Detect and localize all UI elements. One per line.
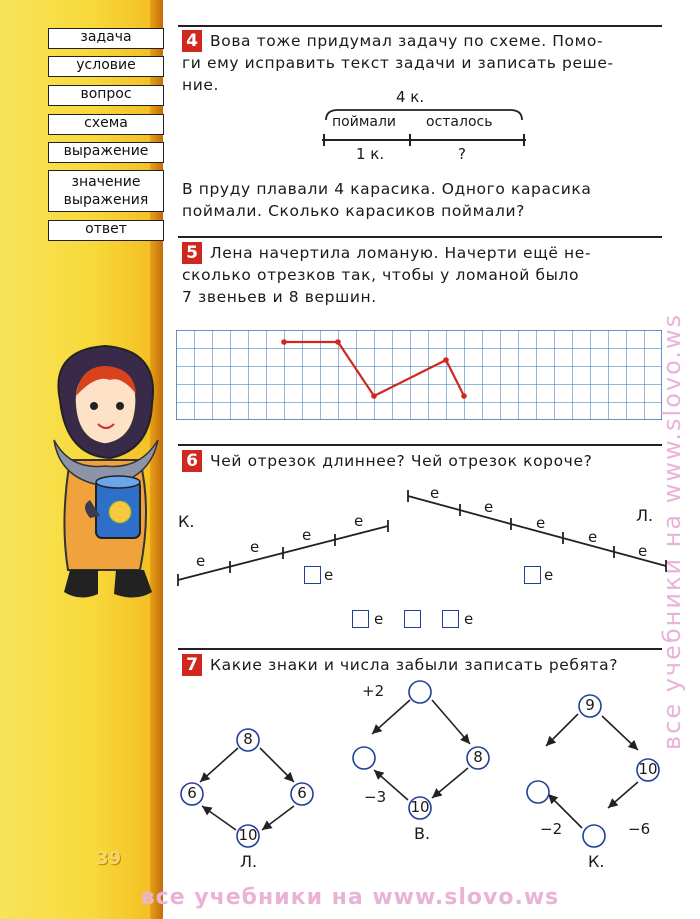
unit-label: е — [324, 566, 334, 584]
unit-label: е — [588, 528, 598, 546]
tab-uslovie: условие — [48, 56, 164, 77]
task5-number: 5 — [182, 242, 202, 264]
compare-box-2[interactable] — [442, 610, 459, 628]
task4-line1: Вова тоже придумал задачу по схеме. Помо- — [210, 32, 604, 50]
scheme-total: 4 к. — [396, 88, 425, 106]
tab-zadacha: задача — [48, 28, 164, 49]
rule-task6 — [178, 444, 662, 446]
task4-problem-line2: поймали. Сколько карасиков поймали? — [182, 202, 525, 220]
grid-polyline — [176, 330, 662, 420]
task5-line1: Лена начертила ломаную. Начерти ещё не- — [210, 244, 592, 262]
tab-vopros: вопрос — [48, 85, 164, 106]
task4-problem-line1: В пруду плавали 4 карасика. Одного карасика — [182, 180, 592, 198]
unit-label: е — [638, 542, 648, 560]
compare-sign-box[interactable] — [404, 610, 421, 628]
bottom-watermark: все учебники на www.slovo.ws — [140, 885, 560, 910]
unit-label: е — [430, 484, 440, 502]
task6-left-label: К. — [178, 512, 195, 531]
tab-vyrazhenie: выражение — [48, 142, 164, 163]
d3-bottom-arrow-right: −6 — [628, 820, 651, 838]
d2-top-arrow: +2 — [362, 682, 385, 700]
task4-number: 4 — [182, 30, 202, 52]
side-watermark-text: все учебники на www.slovo.ws — [658, 312, 686, 750]
task6-number: 6 — [182, 450, 202, 472]
scheme-right-label: осталось — [426, 114, 493, 130]
d3-label: К. — [588, 852, 605, 871]
tab-skhema: схема — [48, 114, 164, 135]
d2-label: В. — [414, 824, 431, 843]
d1-label: Л. — [240, 852, 258, 871]
rule-task4 — [178, 25, 662, 27]
task4-line2: ги ему исправить текст задачи и записать реше- — [182, 54, 614, 72]
unit-label: е — [196, 552, 206, 570]
answer-box-right[interactable] — [524, 566, 541, 584]
d2-bottom: 10 — [410, 798, 430, 816]
d2-bottom-arrow: −3 — [364, 788, 387, 806]
unit-label: е — [464, 610, 474, 628]
d3-right: 10 — [638, 760, 658, 778]
scheme-below-right: ? — [458, 145, 466, 163]
task7-number: 7 — [182, 654, 202, 676]
task6-text: Чей отрезок длиннее? Чей отрезок короче? — [210, 452, 593, 470]
tab-otvet: ответ — [48, 220, 164, 241]
unit-label: е — [484, 498, 494, 516]
task7-text: Какие знаки и числа забыли записать ребята? — [210, 656, 619, 674]
d3-top: 9 — [585, 696, 595, 714]
side-watermark — [650, 90, 700, 790]
d1-top: 8 — [243, 730, 253, 748]
rule-task7 — [178, 648, 662, 650]
d1-left: 6 — [187, 784, 197, 802]
unit-label: е — [374, 610, 384, 628]
d2-right: 8 — [473, 748, 483, 766]
task5-line2: сколько отрезков так, чтобы у ломаной было — [182, 266, 580, 284]
rule-task5 — [178, 236, 662, 238]
task4-line3: ние. — [182, 76, 220, 94]
unit-label: е — [544, 566, 554, 584]
scheme-left-label: поймали — [332, 114, 397, 130]
d3-bottom-arrow-left: −2 — [540, 820, 563, 838]
tab-znachenie: значение выражения — [48, 170, 164, 212]
task5-line3: 7 звеньев и 8 вершин. — [182, 288, 377, 306]
compare-box-1[interactable] — [352, 610, 369, 628]
task6-right-label: Л. — [636, 506, 654, 525]
unit-label: е — [536, 514, 546, 532]
unit-label: е — [302, 526, 312, 544]
unit-label: е — [354, 512, 364, 530]
answer-box-left[interactable] — [304, 566, 321, 584]
child-illustration — [40, 340, 170, 610]
unit-label: е — [250, 538, 260, 556]
page-number: 39 — [96, 848, 122, 869]
d1-bottom: 10 — [238, 826, 258, 844]
scheme-below-left: 1 к. — [356, 145, 385, 163]
d1-right: 6 — [297, 784, 307, 802]
